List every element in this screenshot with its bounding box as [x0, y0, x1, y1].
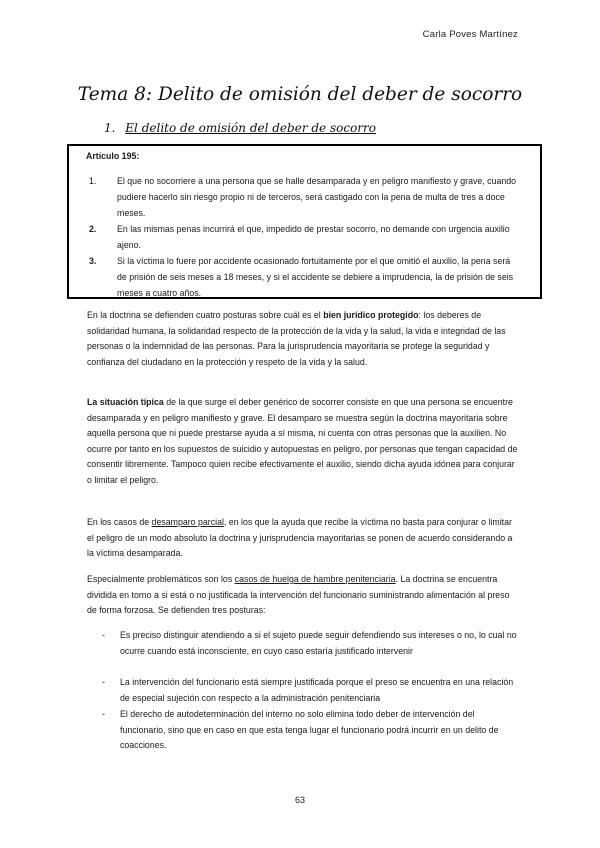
- article-box: [67, 144, 542, 299]
- list-item: [102, 628, 520, 659]
- page-header-author: Carla Poves Martínez: [422, 29, 518, 40]
- list-item: [102, 675, 520, 706]
- section-heading: [104, 121, 376, 135]
- article-item-number: 3.: [89, 256, 97, 266]
- list-item: [102, 707, 520, 754]
- paragraph-underlined: desamparo parcial: [151, 517, 224, 527]
- paragraph-text: : los deberes de solidaridad humana, la solidaridad respecto de la protección de la vida y la salud, la vida e integridad de las personas o la indemnidad de las personas. Para la jurisprudencia mayoritaria se protege la seguridad y confianza del ciudadano en la protección y respeto de la vida y la salud.: [87, 310, 506, 367]
- paragraph-emphasis: bien jurídico protegido: [323, 310, 419, 320]
- paragraph: [87, 395, 519, 488]
- list-item-text: La intervención del funcionario está siempre justificada porque el preso se encuentra en una relación de especial sujeción con respecto a la administración penitenciaria: [120, 677, 514, 703]
- list-dash: -: [102, 630, 105, 640]
- paragraph: [87, 572, 519, 619]
- section-title: El delito de omisión del deber de socorro: [125, 121, 376, 135]
- section-number: 1.: [104, 121, 116, 135]
- article-heading: Artículo 195:: [86, 151, 140, 161]
- page-number: 63: [294, 795, 305, 805]
- article-item: [89, 173, 522, 221]
- article-item: [89, 221, 522, 253]
- article-item-number: 1.: [89, 176, 97, 186]
- paragraph: [87, 308, 519, 370]
- paragraph-text: . La doctrina se encuentra dividida en torno a si está o no justificada la intervención del funcionario suministrando alimentación al preso de forma forzosa. Se defienden tres posturas:: [87, 574, 510, 615]
- paragraph-text: , en los que la ayuda que recibe la víctima no basta para conjurar o limitar el peligro de un modo absoluto la doctrina y jurisprudencia mayoritarias se ponen de acuerdo considerando a la víctima desamparada.: [87, 517, 513, 558]
- article-item-number: 2.: [89, 224, 97, 234]
- paragraph-underlined: casos de huelga de hambre penitenciaria: [234, 574, 396, 584]
- chapter-title: Tema 8: Delito de omisión del deber de socorro: [77, 84, 523, 105]
- list-dash: -: [102, 677, 105, 687]
- paragraph-text: Especialmente problemáticos son los: [87, 574, 235, 584]
- paragraph: [87, 515, 519, 562]
- paragraph-text: En los casos de: [87, 517, 152, 527]
- paragraph-text: En la doctrina se defienden cuatro posturas sobre cuál es el: [87, 310, 324, 320]
- article-item-text: Si la víctima lo fuere por accidente ocasionado fortuitamente por el que omitió el auxilio, la pena será de prisión de seis meses a 18 meses, y si el accidente se debiere a imprudencia, la de prisión de seis meses a cuatro años.: [117, 256, 514, 298]
- article-item: [89, 253, 522, 301]
- paragraph-text: de la que surge el deber genérico de socorrer consiste en que una persona se encuentre desamparada y en peligro manifiesto y grave. El desamparo se muestra según la doctrina mayoritaria sobre aquella persona que ni puede prestarse ayuda a sí misma, ni cuenta con otras personas que la auxilien. No ocurre por tanto en los supuestos de suicidio y autopuestas en peligro, por personas que tengan capacidad de consentir libremente. Tampoco quien recibe efectivamente el auxilio, siendo dicha ayuda idónea para conjurar o limitar el peligro.: [87, 397, 518, 485]
- list-item-text: El derecho de autodeterminación del interno no solo elimina todo deber de intervención del funcionario, sino que en caso en que esta tenga lugar el funcionario podrá incurrir en un delito de coacciones.: [120, 709, 499, 750]
- article-item-text: En las mismas penas incurrirá el que, impedido de prestar socorro, no demande con urgencia auxilio ajeno.: [117, 224, 510, 250]
- list-item-text: Es preciso distinguir atendiendo a si el sujeto puede seguir defendiendo sus intereses o no, lo cual no ocurre cuando está inconsciente, en cuyo caso estaría justificado intervenir: [120, 630, 517, 656]
- article-item-text: El que no socorriere a una persona que se halle desamparada y en peligro manifiesto y grave, cuando pudiere hacerlo sin riesgo propio ni de terceros, será castigado con la pena de multa de tres a doce meses.: [117, 176, 517, 218]
- list-dash: -: [102, 709, 105, 719]
- paragraph-emphasis: La situación típica: [87, 397, 164, 407]
